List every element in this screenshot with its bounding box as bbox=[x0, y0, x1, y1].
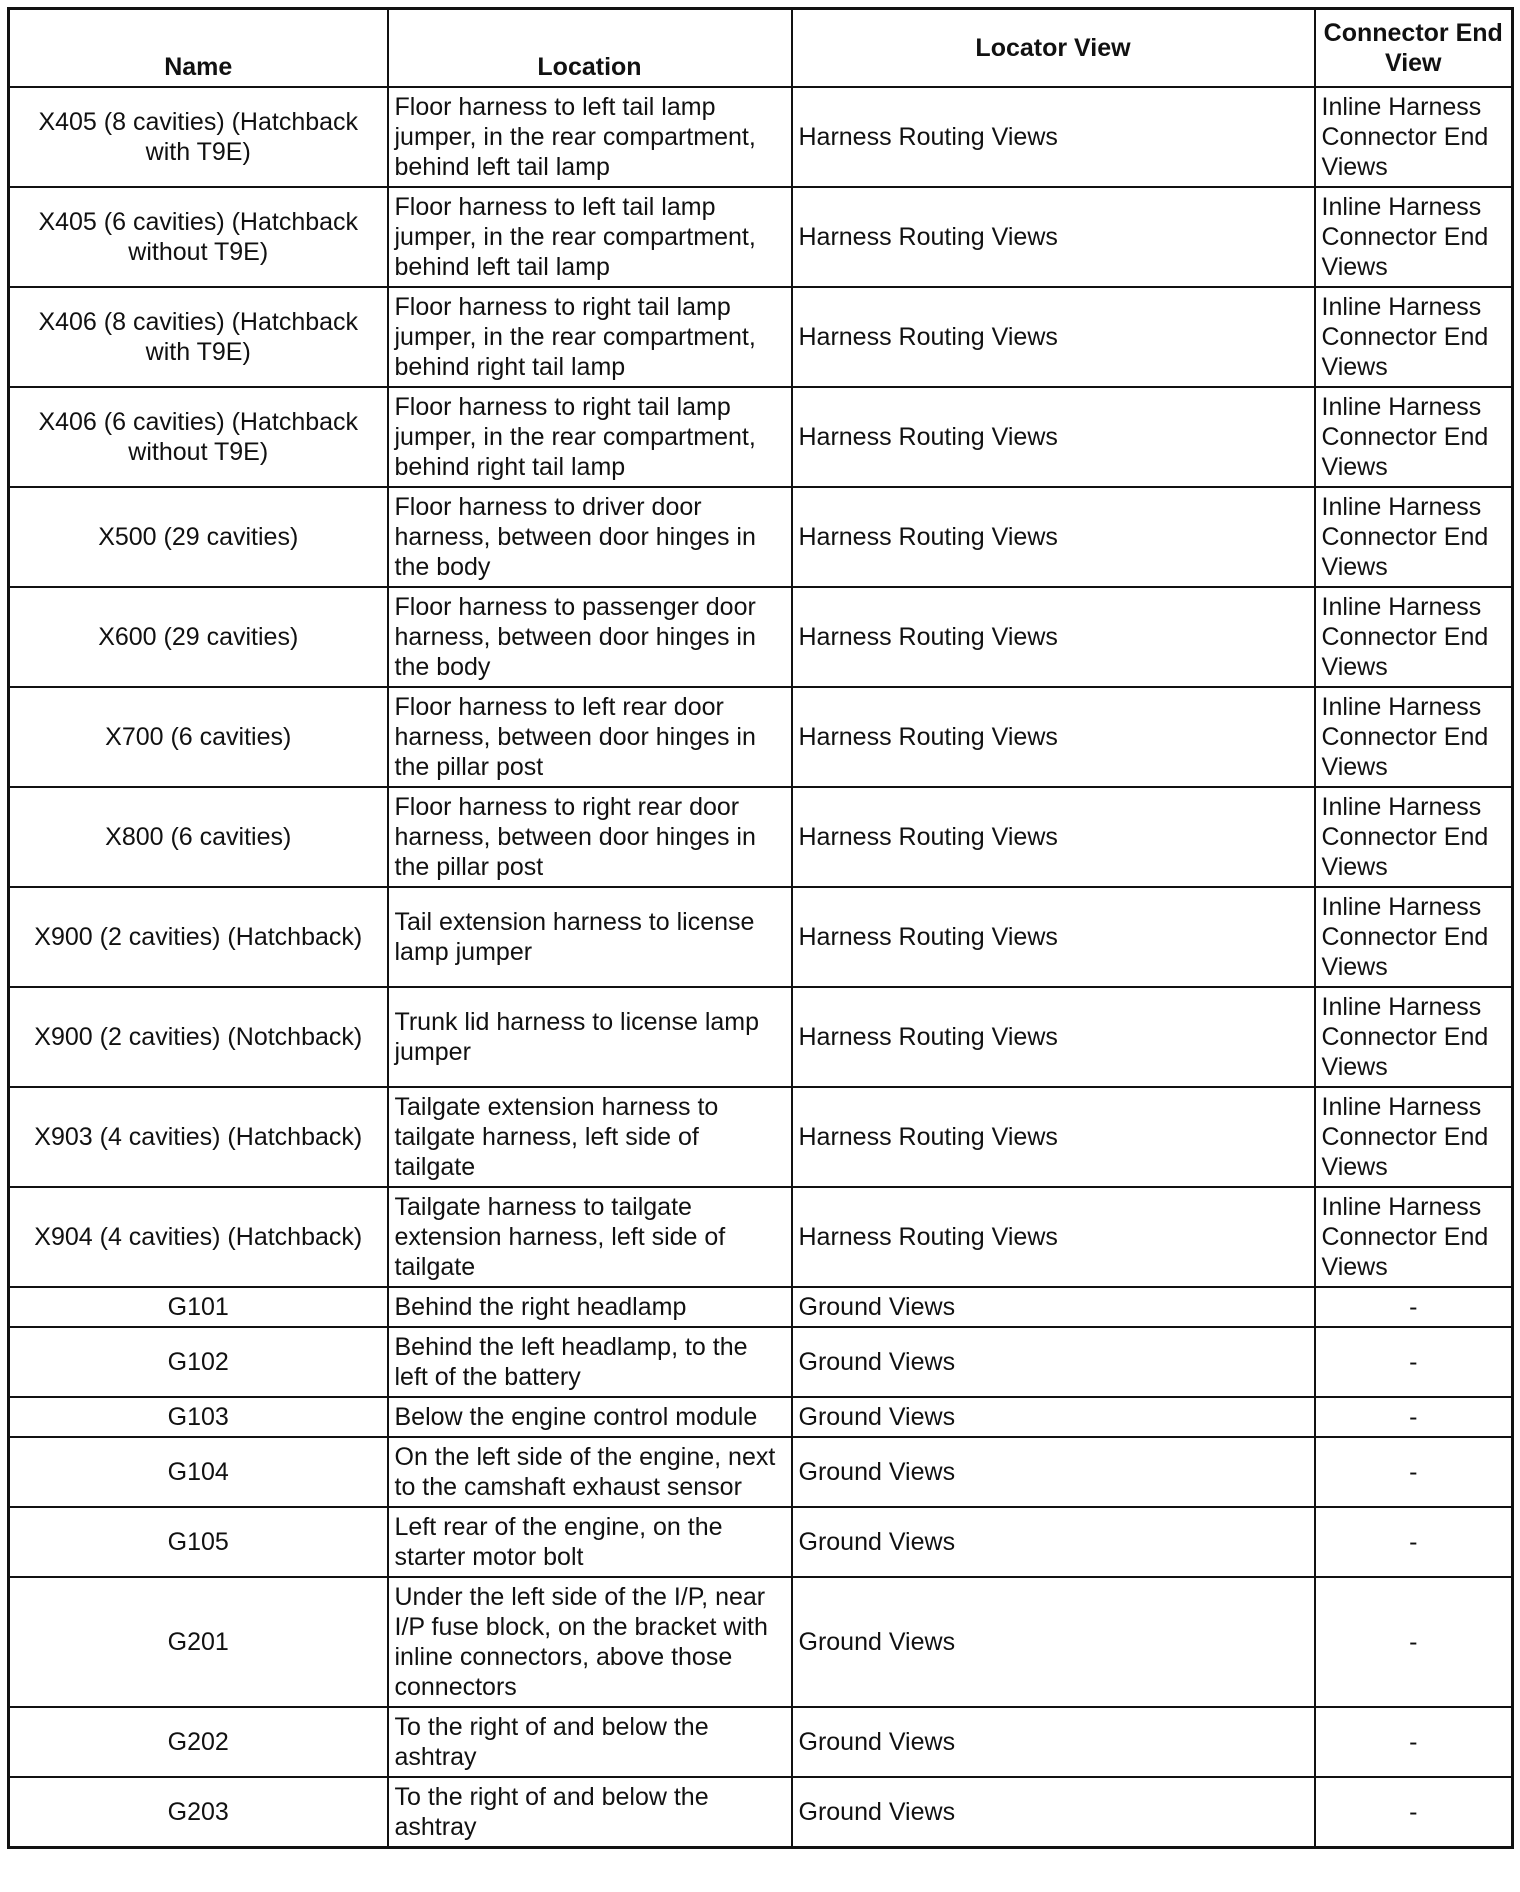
table-row bbox=[9, 287, 1513, 387]
cell-locator-view: Harness Routing Views bbox=[792, 487, 1315, 587]
cell-connector-end-view: - bbox=[1315, 1287, 1513, 1327]
cell-connector-end-view: Inline Harness Connector End Views bbox=[1315, 287, 1513, 387]
cell-connector-end-view: - bbox=[1315, 1707, 1513, 1777]
cell-name: X405 (8 cavities) (Hatchback with T9E) bbox=[9, 87, 388, 187]
header-row bbox=[9, 9, 1513, 88]
header-connector-end-view: Connector End View bbox=[1315, 9, 1513, 88]
table-row bbox=[9, 887, 1513, 987]
cell-location: Below the engine control module bbox=[388, 1397, 792, 1437]
connector-locations-table bbox=[7, 7, 1514, 1849]
cell-connector-end-view: Inline Harness Connector End Views bbox=[1315, 587, 1513, 687]
cell-location: Floor harness to passenger door harness, between door hinges in the body bbox=[388, 587, 792, 687]
cell-locator-view: Ground Views bbox=[792, 1707, 1315, 1777]
cell-connector-end-view: Inline Harness Connector End Views bbox=[1315, 87, 1513, 187]
cell-locator-view: Harness Routing Views bbox=[792, 1187, 1315, 1287]
cell-location: Tailgate harness to tailgate extension harness, left side of tailgate bbox=[388, 1187, 792, 1287]
header-name: Name bbox=[9, 9, 388, 88]
cell-location: Behind the right headlamp bbox=[388, 1287, 792, 1327]
table-row bbox=[9, 1437, 1513, 1507]
cell-connector-end-view: Inline Harness Connector End Views bbox=[1315, 787, 1513, 887]
table-row bbox=[9, 1087, 1513, 1187]
cell-name: X600 (29 cavities) bbox=[9, 587, 388, 687]
cell-connector-end-view: Inline Harness Connector End Views bbox=[1315, 987, 1513, 1087]
table-row bbox=[9, 187, 1513, 287]
cell-name: X406 (8 cavities) (Hatchback with T9E) bbox=[9, 287, 388, 387]
cell-name: G201 bbox=[9, 1577, 388, 1707]
cell-connector-end-view: - bbox=[1315, 1507, 1513, 1577]
cell-locator-view: Harness Routing Views bbox=[792, 387, 1315, 487]
cell-locator-view: Ground Views bbox=[792, 1437, 1315, 1507]
cell-name: X406 (6 cavities) (Hatchback without T9E) bbox=[9, 387, 388, 487]
cell-connector-end-view: Inline Harness Connector End Views bbox=[1315, 387, 1513, 487]
cell-name: G103 bbox=[9, 1397, 388, 1437]
cell-location: Under the left side of the I/P, near I/P fuse block, on the bracket with inline connectors, above those connectors bbox=[388, 1577, 792, 1707]
cell-name: G105 bbox=[9, 1507, 388, 1577]
cell-name: G202 bbox=[9, 1707, 388, 1777]
cell-location: Floor harness to right rear door harness, between door hinges in the pillar post bbox=[388, 787, 792, 887]
cell-name: G102 bbox=[9, 1327, 388, 1397]
cell-location: Floor harness to right tail lamp jumper, in the rear compartment, behind right tail lamp bbox=[388, 287, 792, 387]
header-location: Location bbox=[388, 9, 792, 88]
cell-name: X800 (6 cavities) bbox=[9, 787, 388, 887]
cell-name: X500 (29 cavities) bbox=[9, 487, 388, 587]
cell-locator-view: Harness Routing Views bbox=[792, 87, 1315, 187]
cell-locator-view: Harness Routing Views bbox=[792, 187, 1315, 287]
cell-connector-end-view: - bbox=[1315, 1327, 1513, 1397]
cell-connector-end-view: Inline Harness Connector End Views bbox=[1315, 187, 1513, 287]
table-row bbox=[9, 487, 1513, 587]
cell-name: X904 (4 cavities) (Hatchback) bbox=[9, 1187, 388, 1287]
cell-connector-end-view: Inline Harness Connector End Views bbox=[1315, 687, 1513, 787]
cell-name: G101 bbox=[9, 1287, 388, 1327]
cell-name: X900 (2 cavities) (Hatchback) bbox=[9, 887, 388, 987]
cell-location: Floor harness to driver door harness, between door hinges in the body bbox=[388, 487, 792, 587]
cell-location: Floor harness to right tail lamp jumper, in the rear compartment, behind right tail lamp bbox=[388, 387, 792, 487]
cell-locator-view: Harness Routing Views bbox=[792, 987, 1315, 1087]
cell-location: On the left side of the engine, next to the camshaft exhaust sensor bbox=[388, 1437, 792, 1507]
cell-locator-view: Ground Views bbox=[792, 1777, 1315, 1848]
table-row bbox=[9, 1397, 1513, 1437]
cell-location: Floor harness to left tail lamp jumper, in the rear compartment, behind left tail lamp bbox=[388, 87, 792, 187]
table-row bbox=[9, 1707, 1513, 1777]
cell-location: Tailgate extension harness to tailgate harness, left side of tailgate bbox=[388, 1087, 792, 1187]
cell-name: X903 (4 cavities) (Hatchback) bbox=[9, 1087, 388, 1187]
cell-location: Left rear of the engine, on the starter motor bolt bbox=[388, 1507, 792, 1577]
cell-location: To the right of and below the ashtray bbox=[388, 1777, 792, 1848]
cell-locator-view: Ground Views bbox=[792, 1327, 1315, 1397]
cell-connector-end-view: Inline Harness Connector End Views bbox=[1315, 887, 1513, 987]
header-locator-view: Locator View bbox=[792, 9, 1315, 88]
cell-location: Floor harness to left rear door harness, between door hinges in the pillar post bbox=[388, 687, 792, 787]
cell-locator-view: Harness Routing Views bbox=[792, 687, 1315, 787]
table-row bbox=[9, 1287, 1513, 1327]
cell-name: G104 bbox=[9, 1437, 388, 1507]
cell-locator-view: Harness Routing Views bbox=[792, 787, 1315, 887]
cell-locator-view: Harness Routing Views bbox=[792, 287, 1315, 387]
cell-connector-end-view: Inline Harness Connector End Views bbox=[1315, 1187, 1513, 1287]
table-row bbox=[9, 787, 1513, 887]
table-row bbox=[9, 987, 1513, 1087]
table-row bbox=[9, 687, 1513, 787]
cell-location: Trunk lid harness to license lamp jumper bbox=[388, 987, 792, 1087]
cell-connector-end-view: - bbox=[1315, 1397, 1513, 1437]
table-row bbox=[9, 1577, 1513, 1707]
cell-connector-end-view: - bbox=[1315, 1777, 1513, 1848]
cell-connector-end-view: - bbox=[1315, 1577, 1513, 1707]
cell-locator-view: Ground Views bbox=[792, 1397, 1315, 1437]
cell-locator-view: Ground Views bbox=[792, 1507, 1315, 1577]
cell-location: To the right of and below the ashtray bbox=[388, 1707, 792, 1777]
cell-locator-view: Ground Views bbox=[792, 1287, 1315, 1327]
table-row bbox=[9, 1507, 1513, 1577]
table-row bbox=[9, 587, 1513, 687]
table-row bbox=[9, 1327, 1513, 1397]
cell-connector-end-view: Inline Harness Connector End Views bbox=[1315, 1087, 1513, 1187]
table-row bbox=[9, 87, 1513, 187]
cell-locator-view: Harness Routing Views bbox=[792, 1087, 1315, 1187]
cell-location: Tail extension harness to license lamp jumper bbox=[388, 887, 792, 987]
cell-locator-view: Harness Routing Views bbox=[792, 587, 1315, 687]
table-row bbox=[9, 1777, 1513, 1848]
table-row bbox=[9, 1187, 1513, 1287]
cell-locator-view: Harness Routing Views bbox=[792, 887, 1315, 987]
cell-connector-end-view: - bbox=[1315, 1437, 1513, 1507]
cell-locator-view: Ground Views bbox=[792, 1577, 1315, 1707]
cell-name: X700 (6 cavities) bbox=[9, 687, 388, 787]
cell-location: Floor harness to left tail lamp jumper, in the rear compartment, behind left tail lamp bbox=[388, 187, 792, 287]
table-row bbox=[9, 387, 1513, 487]
cell-location: Behind the left headlamp, to the left of the battery bbox=[388, 1327, 792, 1397]
cell-connector-end-view: Inline Harness Connector End Views bbox=[1315, 487, 1513, 587]
cell-name: G203 bbox=[9, 1777, 388, 1848]
cell-name: X900 (2 cavities) (Notchback) bbox=[9, 987, 388, 1087]
cell-name: X405 (6 cavities) (Hatchback without T9E) bbox=[9, 187, 388, 287]
